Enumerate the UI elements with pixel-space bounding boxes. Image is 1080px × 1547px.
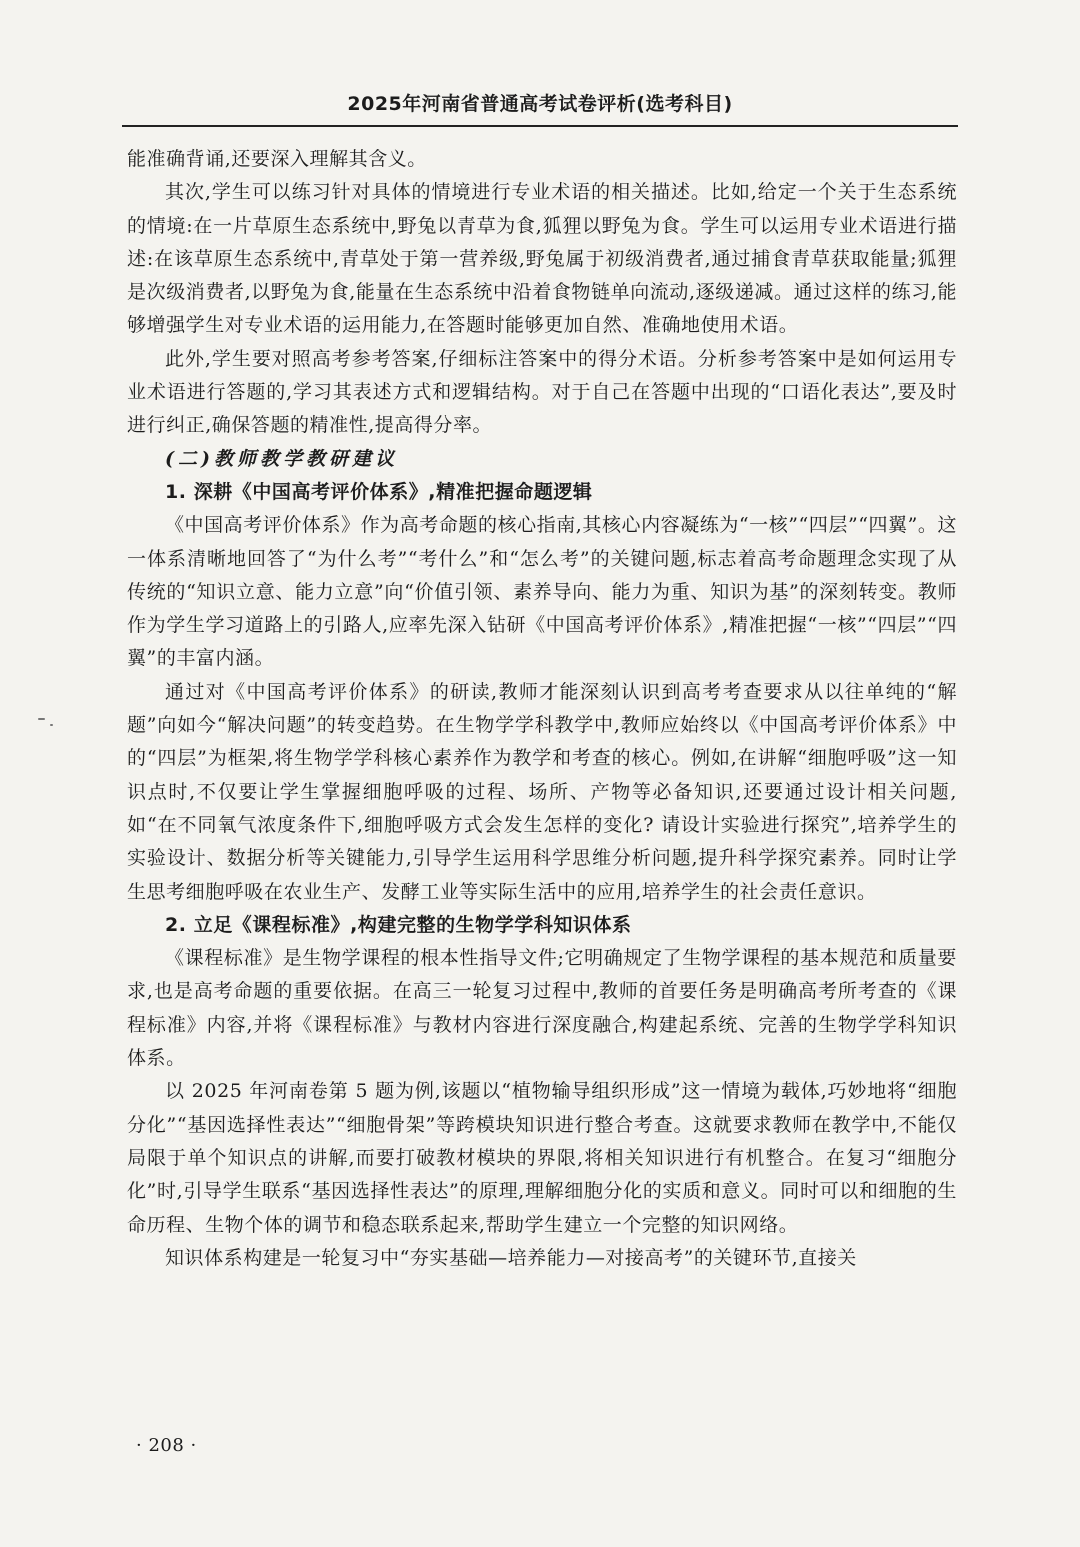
running-title: 2025年河南省普通高考试卷评析(选考科目)	[347, 93, 733, 115]
paragraph-knowledge-system: 知识体系构建是一轮复习中“夯实基础—培养能力—对接高考”的关键环节,直接关	[165, 1246, 857, 1269]
scan-speck	[50, 724, 53, 726]
scan-speck	[38, 718, 45, 720]
paragraph-henan-example: 以 2025 年河南卷第 5 题为例,该题以“植物输导组织形成”这一情境为载体,巧妙地将“细胞分化”“基因选择性表达”“细胞骨架”等跨模块知识进行整合考查。这就要求教师在教学中,不能仅局限于单个知识点的讲解,而要打破教材模块的界限,将相关知识进行有机整合。在复习“细胞分化”时,引导学生联系“基因选择性表达”的原理,理解细胞分化的实质和意义。同时可以和细胞的生命历程、生物个体的调节和稳态联系起来,帮助学生建立一个完整的知识网络。	[127, 1080, 957, 1236]
paragraph-evaluation-system: 《中国高考评价体系》作为高考命题的核心指南,其核心内容凝练为“一核”“四层”“四翼”。这一体系清晰地回答了“为什么考”“考什么”和“怎么考”的关键问题,标志着高考命题理念实现了从传统的“知识立意、能力立意”向“价值引领、素养导向、能力为重、知识为基”的深刻转变。教师作为学生学习道路上的引路人,应率先深入钻研《中国高考评价体系》,精准把握“一核”“四层”“四翼”的丰富内涵。	[127, 514, 957, 670]
paragraph-terminology-practice: 其次,学生可以练习针对具体的情境进行专业术语的相关描述。比如,给定一个关于生态系统的情境:在一片草原生态系统中,野兔以青草为食,狐狸以野兔为食。学生可以运用专业术语进行描述:在该草原生态系统中,青草处于第一营养级,野兔属于初级消费者,通过捕食青草获取能量;狐狸是次级消费者,以野兔为食,能量在生态系统中沿着食物链单向流动,逐级递减。通过这样的练习,能够增强学生对专业术语的运用能力,在答题时能够更加自然、准确地使用术语。	[127, 181, 957, 337]
paragraph-curriculum-standard: 《课程标准》是生物学课程的根本性指导文件;它明确规定了生物学课程的基本规范和质量要求,也是高考命题的重要依据。在高三一轮复习过程中,教师的首要任务是明确高考所考查的《课程标准》内容,并将《课程标准》与教材内容进行深度融合,构建起系统、完善的生物学学科知识体系。	[127, 947, 957, 1070]
subsection-title-evaluation-system: 1. 深耕《中国高考评价体系》,精准把握命题逻辑	[165, 480, 593, 503]
page-number: · 208 ·	[136, 1435, 197, 1456]
subsection-title-curriculum-standard: 2. 立足《课程标准》,构建完整的生物学学科知识体系	[165, 913, 632, 936]
paragraph-reference-answers: 此外,学生要对照高考参考答案,仔细标注答案中的得分术语。分析参考答案中是如何运用专业术语进行答题的,学习其表述方式和逻辑结构。对于自己在答题中出现的“口语化表达”,要及时进行纠正,确保答题的精准性,提高得分率。	[127, 347, 957, 437]
paragraph-evaluation-system-study: 通过对《中国高考评价体系》的研读,教师才能深刻认识到高考考查要求从以往单纯的“解题”向如今“解决问题”的转变趋势。在生物学学科教学中,教师应始终以《中国高考评价体系》中的“四层”为框架,将生物学学科核心素养作为教学和考查的核心。例如,在讲解“细胞呼吸”这一知识点时,不仅要让学生掌握细胞呼吸的过程、场所、产物等必备知识,还要通过设计相关问题,如“在不同氧气浓度条件下,细胞呼吸方式会发生怎样的变化? 请设计实验进行探究”,培养学生的实验设计、数据分析等关键能力,引导学生运用科学思维分析问题,提升科学探究素养。同时让学生思考细胞呼吸在农业生产、发酵工业等实际生活中的应用,培养学生的社会责任意识。	[127, 680, 957, 903]
paragraph-continuation: 能准确背诵,还要深入理解其含义。	[127, 148, 427, 170]
section-title-teacher-advice: (二)教师教学教研建议	[165, 447, 398, 470]
page-body	[127, 143, 957, 1275]
header-rule	[122, 125, 958, 127]
